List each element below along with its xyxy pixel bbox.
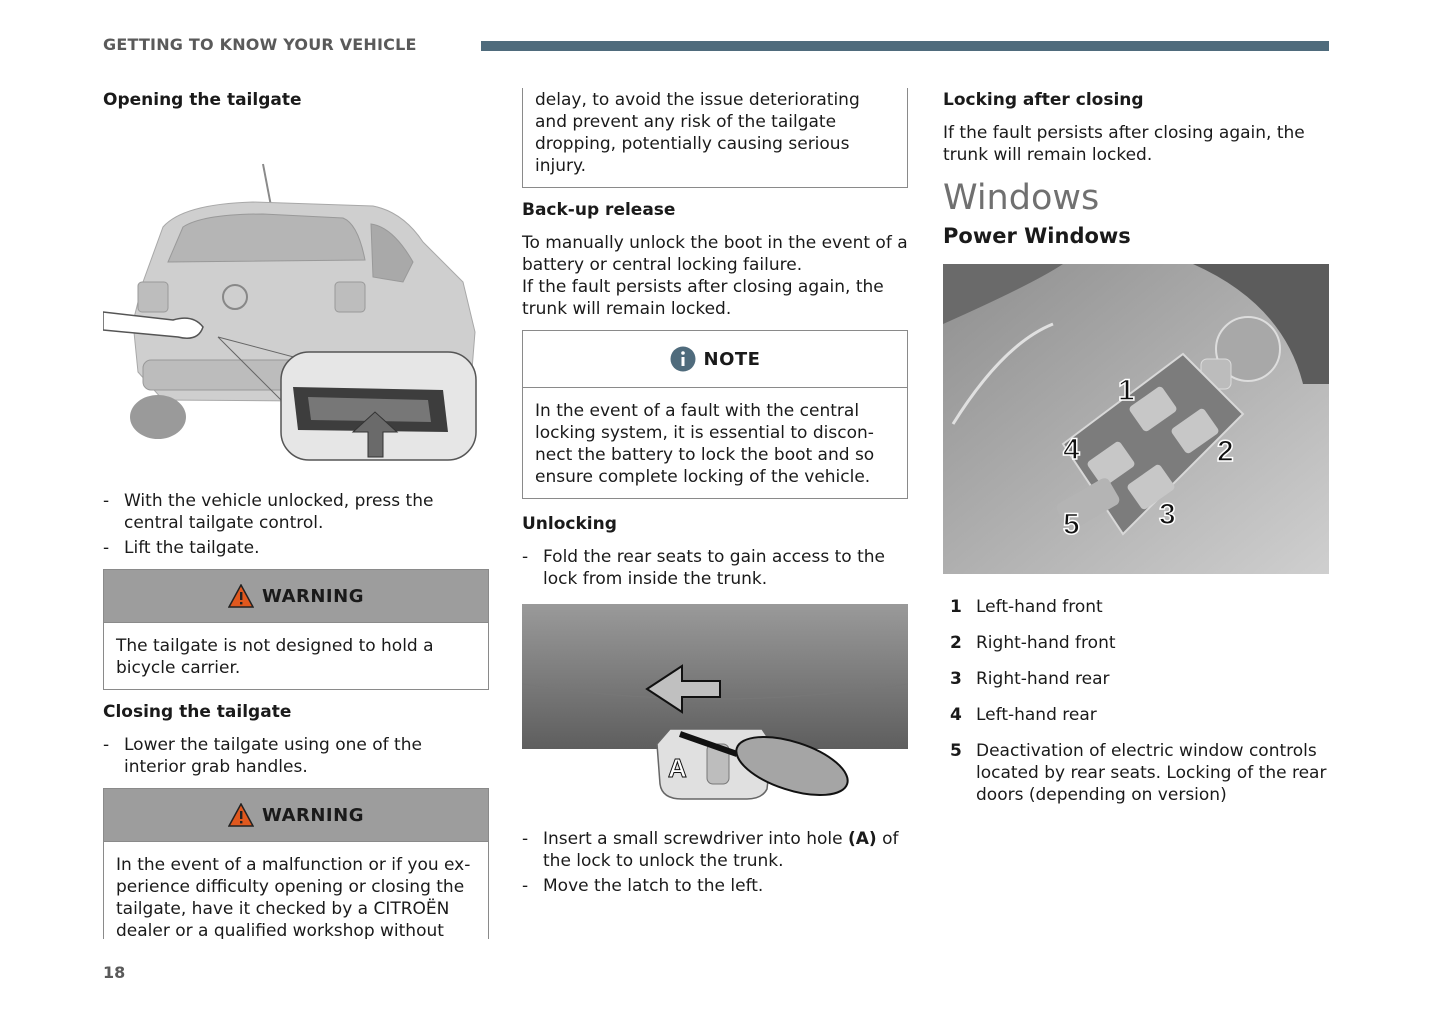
warning-box (103, 569, 489, 690)
unlocking-bullet: - Fold the rear seats to gain access to the lock from inside the trunk. (522, 547, 885, 589)
column-right (943, 88, 1329, 820)
warning-icon (228, 584, 254, 608)
list-item: 3 Right-hand rear (950, 669, 1110, 689)
backup-text: To manually unlock the boot in the event of a battery or central locking failure. (522, 233, 908, 275)
figure-label-1: 1 (1118, 374, 1135, 407)
unlocking-heading: Unlocking (522, 514, 617, 534)
tailgate-figure (103, 132, 489, 472)
warning-text: In the event of a malfunction or if you ex-perience difficulty opening or closing the tailgate, have it checked by a CITROËN dealer or a qualified workshop without (116, 855, 471, 939)
figure-label-2: 2 (1217, 435, 1234, 468)
warning-header (104, 789, 488, 842)
window-controls-figure (943, 264, 1329, 574)
windows-title: Windows (943, 178, 1100, 218)
list-item: 4 Left-hand rear (950, 705, 1097, 725)
list-item: 1 Left-hand front (950, 597, 1103, 617)
warning-text: The tailgate is not designed to hold a bicycle carrier. (116, 636, 434, 678)
lock-figure (522, 604, 908, 804)
closing-bullet: - Lower the tailgate using one of the interior grab handles. (103, 735, 422, 777)
backup-text: If the fault persists after closing again, the trunk will remain locked. (522, 277, 884, 319)
warning-label: WARNING (262, 585, 364, 607)
closing-heading: Closing the tailgate (103, 702, 292, 722)
opening-bullet: - With the vehicle unlocked, press the central tailgate control. (103, 491, 434, 533)
window-controls-list (943, 596, 1329, 806)
locking-text: If the fault persists after closing again, the trunk will remain locked. (943, 123, 1305, 165)
figure-label-5: 5 (1063, 508, 1080, 541)
move-bullet: - Move the latch to the left. (522, 876, 764, 896)
backup-heading: Back-up release (522, 200, 676, 220)
note-box (522, 330, 908, 499)
column-left (103, 88, 489, 939)
locking-heading: Locking after closing (943, 90, 1144, 110)
warning-continued-box (522, 88, 908, 188)
opening-heading: Opening the tailgate (103, 90, 302, 110)
warning-icon (228, 803, 254, 827)
note-text: In the event of a fault with the central locking system, it is essential to discon-nect the battery to lock the boot and so ensure complete locking of the vehicle. (535, 401, 875, 487)
header-title: GETTING TO KNOW YOUR VEHICLE (103, 35, 417, 54)
page-number: 18 (103, 963, 126, 982)
info-icon (670, 346, 696, 372)
figure-label-3: 3 (1159, 498, 1176, 531)
power-windows-title: Power Windows (943, 224, 1131, 248)
header-bar (481, 41, 1329, 51)
list-item: 2 Right-hand front (950, 633, 1116, 653)
list-item: 5 Deactivation of electric window controls located by rear seats. Locking of the rear doors (depending on version) (950, 741, 1327, 805)
warning-label: WARNING (262, 804, 364, 826)
opening-bullet: - Lift the tailgate. (103, 538, 260, 558)
note-label: NOTE (703, 348, 761, 370)
column-middle (522, 88, 908, 897)
note-header (523, 331, 907, 388)
figure-label-4: 4 (1063, 433, 1080, 466)
warning-header (104, 570, 488, 623)
warning-continued-text: delay, to avoid the issue deteriorating and prevent any risk of the tailgate dropping, potentially causing serious injury. (535, 90, 860, 176)
insert-bullet: - Insert a small screwdriver into hole (A) of the lock to unlock the trunk. (522, 829, 899, 871)
lock-figure-label: A (668, 753, 687, 783)
warning-box (103, 788, 489, 939)
